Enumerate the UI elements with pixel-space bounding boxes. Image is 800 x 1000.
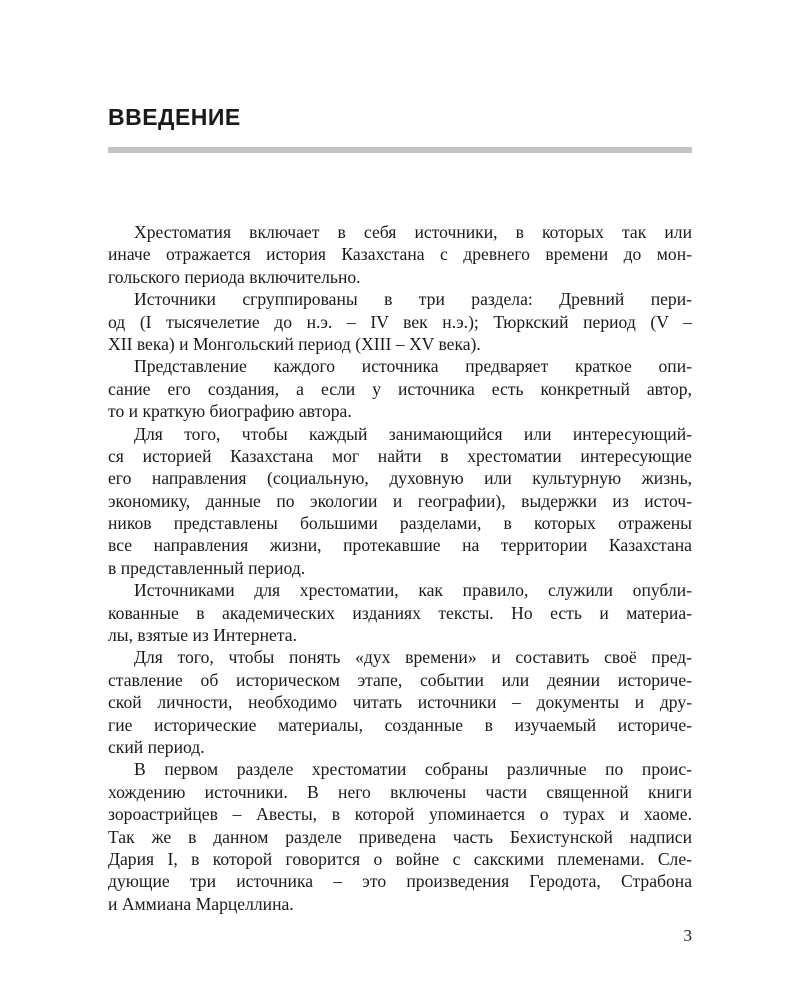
text-line: XII века) и Монгольский период (XIII – XV века). — [108, 333, 481, 354]
text-line: Для того, чтобы каждый занимающийся или интересующий- — [134, 423, 692, 444]
text-line: ставление об историческом этапе, событии или деянии историче- — [108, 669, 692, 690]
text-line: Хрестоматия включает в себя источники, в которых так или — [134, 222, 692, 242]
text-line: гольского периода включительно. — [108, 266, 361, 287]
page-title: ВВЕДЕНИЕ — [108, 104, 241, 130]
paragraph — [108, 758, 692, 915]
text-line: в представленный период. — [108, 557, 306, 578]
paragraph — [108, 355, 692, 422]
text-line: Источниками для хрестоматии, как правило, служили опубли- — [134, 580, 692, 601]
text-line: ников представлены большими разделами, в которых отражены — [108, 513, 692, 534]
text-line: Так же в данном разделе приведена часть Бехистунской надписи — [108, 826, 692, 847]
text-line: ский период. — [108, 736, 205, 757]
text-line: иначе отражается история Казахстана с древнего времени до мон- — [108, 244, 692, 265]
paragraph — [108, 423, 692, 580]
text-line: кованные в академических изданиях тексты. Но есть и материа- — [108, 602, 692, 623]
text-line: лы, взятые из Интернета. — [108, 625, 297, 646]
paragraph — [108, 288, 692, 355]
text-line: гие исторические материалы, созданные в изучаемый историче- — [108, 714, 692, 735]
text-line: сание его создания, а если у источника есть конкретный автор, — [108, 378, 692, 399]
text-line: дующие три источника – это произведения Геродота, Страбона — [108, 871, 692, 892]
text-line: и Аммиана Марцеллина. — [108, 893, 294, 914]
text-line: В первом разделе хрестоматии собраны различные по проис- — [134, 759, 692, 780]
title-divider — [108, 147, 692, 153]
text-line: зороастрийцев – Авесты, в которой упоминается о турах и хаоме. — [108, 804, 692, 825]
text-line: ской личности, необходимо читать источники – документы и дру- — [108, 692, 692, 713]
text-line: все направления жизни, протекавшие на территории Казахстана — [108, 535, 692, 556]
text-line: Дария I, в которой говорится о войне с сакскими племенами. Сле- — [108, 848, 692, 869]
text-line: его направления (социальную, духовную или культурную жизнь, — [108, 468, 692, 489]
text-line: Источники сгруппированы в три раздела: Древний пери- — [134, 289, 692, 310]
text-line: экономику, данные по экологии и географии), выдержки из источ- — [108, 490, 692, 511]
text-line: хождению источники. В него включены части священной книги — [108, 781, 692, 802]
body-text — [108, 221, 692, 915]
text-line: то и краткую биографию автора. — [108, 401, 352, 422]
text-line: Для того, чтобы понять «дух времени» и составить своё пред- — [134, 647, 692, 668]
paragraph — [108, 579, 692, 646]
text-line: ся историей Казахстана мог найти в хрестоматии интересующие — [108, 445, 692, 466]
paragraph — [108, 646, 692, 758]
paragraph — [108, 221, 692, 288]
page-number: 3 — [683, 926, 692, 945]
text-line: од (I тысячелетие до н.э. – IV век н.э.); Тюркский период (V – — [108, 311, 692, 332]
text-line: Представление каждого источника предваряет краткое опи- — [134, 356, 692, 377]
